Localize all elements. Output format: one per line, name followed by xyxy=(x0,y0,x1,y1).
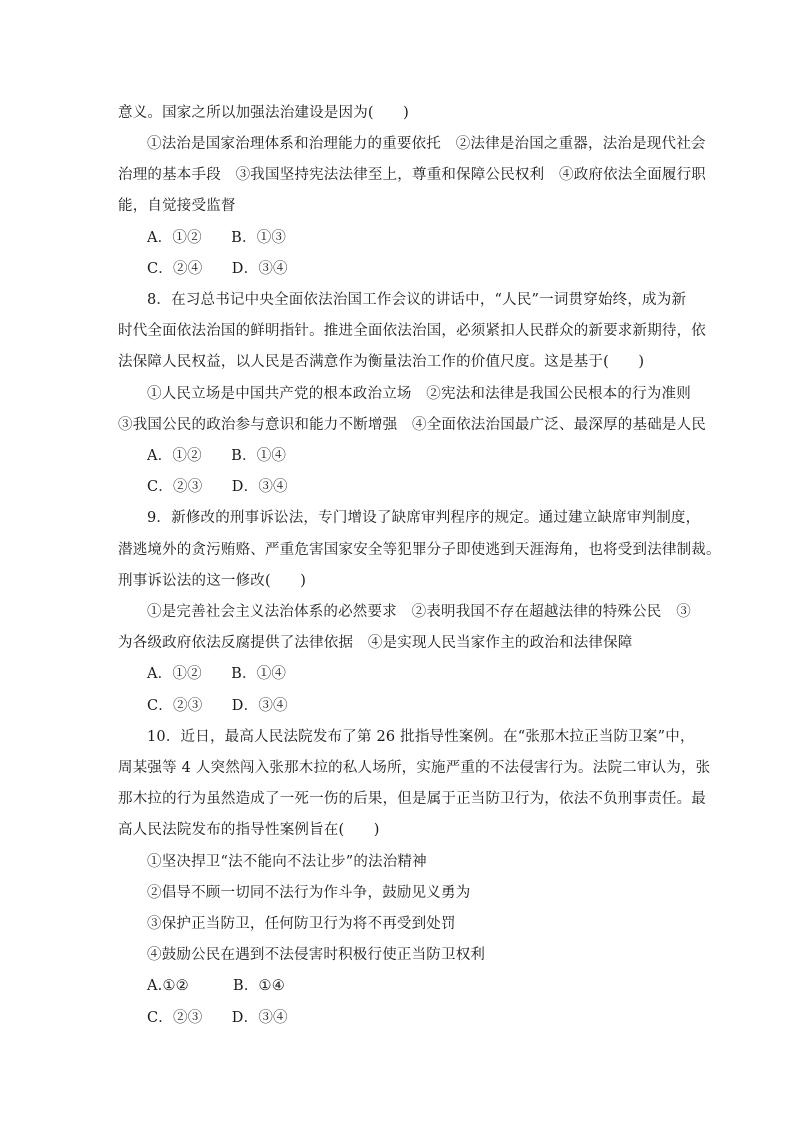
text-line: 刑事诉讼法的这一修改( ) xyxy=(118,573,307,589)
answer-options: C．②③ D．③④ xyxy=(147,1010,288,1026)
text-line: ①坚决捍卫“法不能向不法让步”的法治精神 xyxy=(147,854,427,870)
text-line: ①人民立场是中国共产党的根本政治立场 ②宪法和法律是我国公民根本的行为准则 xyxy=(147,386,691,402)
text-line: 为各级政府依法反腐提供了法律依据 ④是实现人民当家作主的政治和法律保障 xyxy=(118,635,633,651)
answer-options: A.①② B．①④ xyxy=(147,978,285,994)
text-line: 那木拉的行为虽然造成了一死一伤的后果，但是属于正当防卫行为，依法不负刑事责任。最 xyxy=(118,791,706,807)
text-line: 周某强等 4 人突然闯入张那木拉的私人场所，实施严重的不法侵害行为。法院二审认为，张 xyxy=(118,760,711,776)
text-line: 法保障人民权益，以人民是否满意作为衡量法治工作的价值尺度。这是基于( ) xyxy=(118,354,645,370)
answer-options: C．②④ D．③④ xyxy=(147,261,288,277)
answer-options: C．②③ D．③④ xyxy=(147,698,288,714)
text-line: 治理的基本手段 ③我国坚持宪法法律至上，尊重和保障公民权利 ④政府依法全面履行职 xyxy=(118,167,706,183)
question-9-stem: 9．新修改的刑事诉讼法，专门增设了缺席审判程序的规定。通过建立缺席审判制度， xyxy=(147,510,701,526)
text-line: 时代全面依法治国的鲜明指针。推进全面依法治国，必须紧扣人民群众的新要求新期待，依 xyxy=(118,323,706,339)
question-10-stem: 10．近日，最高人民法院发布了第 26 批指导性案例。在“张那木拉正当防卫案”中， xyxy=(147,729,695,745)
question-8-stem: 8．在习总书记中央全面依法治国工作会议的讲话中，“人民”一词贯穿始终，成为新 xyxy=(147,292,687,308)
text-line: ③保护正当防卫，任何防卫行为将不再受到处罚 xyxy=(147,916,456,932)
text-line: ①法治是国家治理体系和治理能力的重要依托 ②法律是治国之重器，法治是现代社会 xyxy=(147,136,706,152)
answer-options: A．①② B．①④ xyxy=(147,448,287,464)
answer-options: A．①② B．①③ xyxy=(147,230,287,246)
text-line: 意义。国家之所以加强法治建设是因为( ) xyxy=(118,105,410,121)
text-line: ④鼓励公民在遇到不法侵害时积极行使正当防卫权利 xyxy=(147,947,486,963)
text-line: 潜逃境外的贪污贿赂、严重危害国家安全等犯罪分子即使逃到天涯海角，也将受到法律制裁。 xyxy=(118,542,721,558)
text-line: 能，自觉接受监督 xyxy=(118,198,236,214)
answer-options: C．②③ D．③④ xyxy=(147,479,288,495)
text-line: ③我国公民的政治参与意识和能力不断增强 ④全面依法治国最广泛、最深厚的基础是人民 xyxy=(118,417,706,433)
text-line: ①是完善社会主义法治体系的必然要求 ②表明我国不存在超越法律的特殊公民 ③ xyxy=(147,604,691,620)
text-line: 高人民法院发布的指导性案例旨在( ) xyxy=(118,822,380,838)
answer-options: A．①② B．①④ xyxy=(147,666,287,682)
text-line: ②倡导不顾一切同不法行为作斗争，鼓励见义勇为 xyxy=(147,885,471,901)
